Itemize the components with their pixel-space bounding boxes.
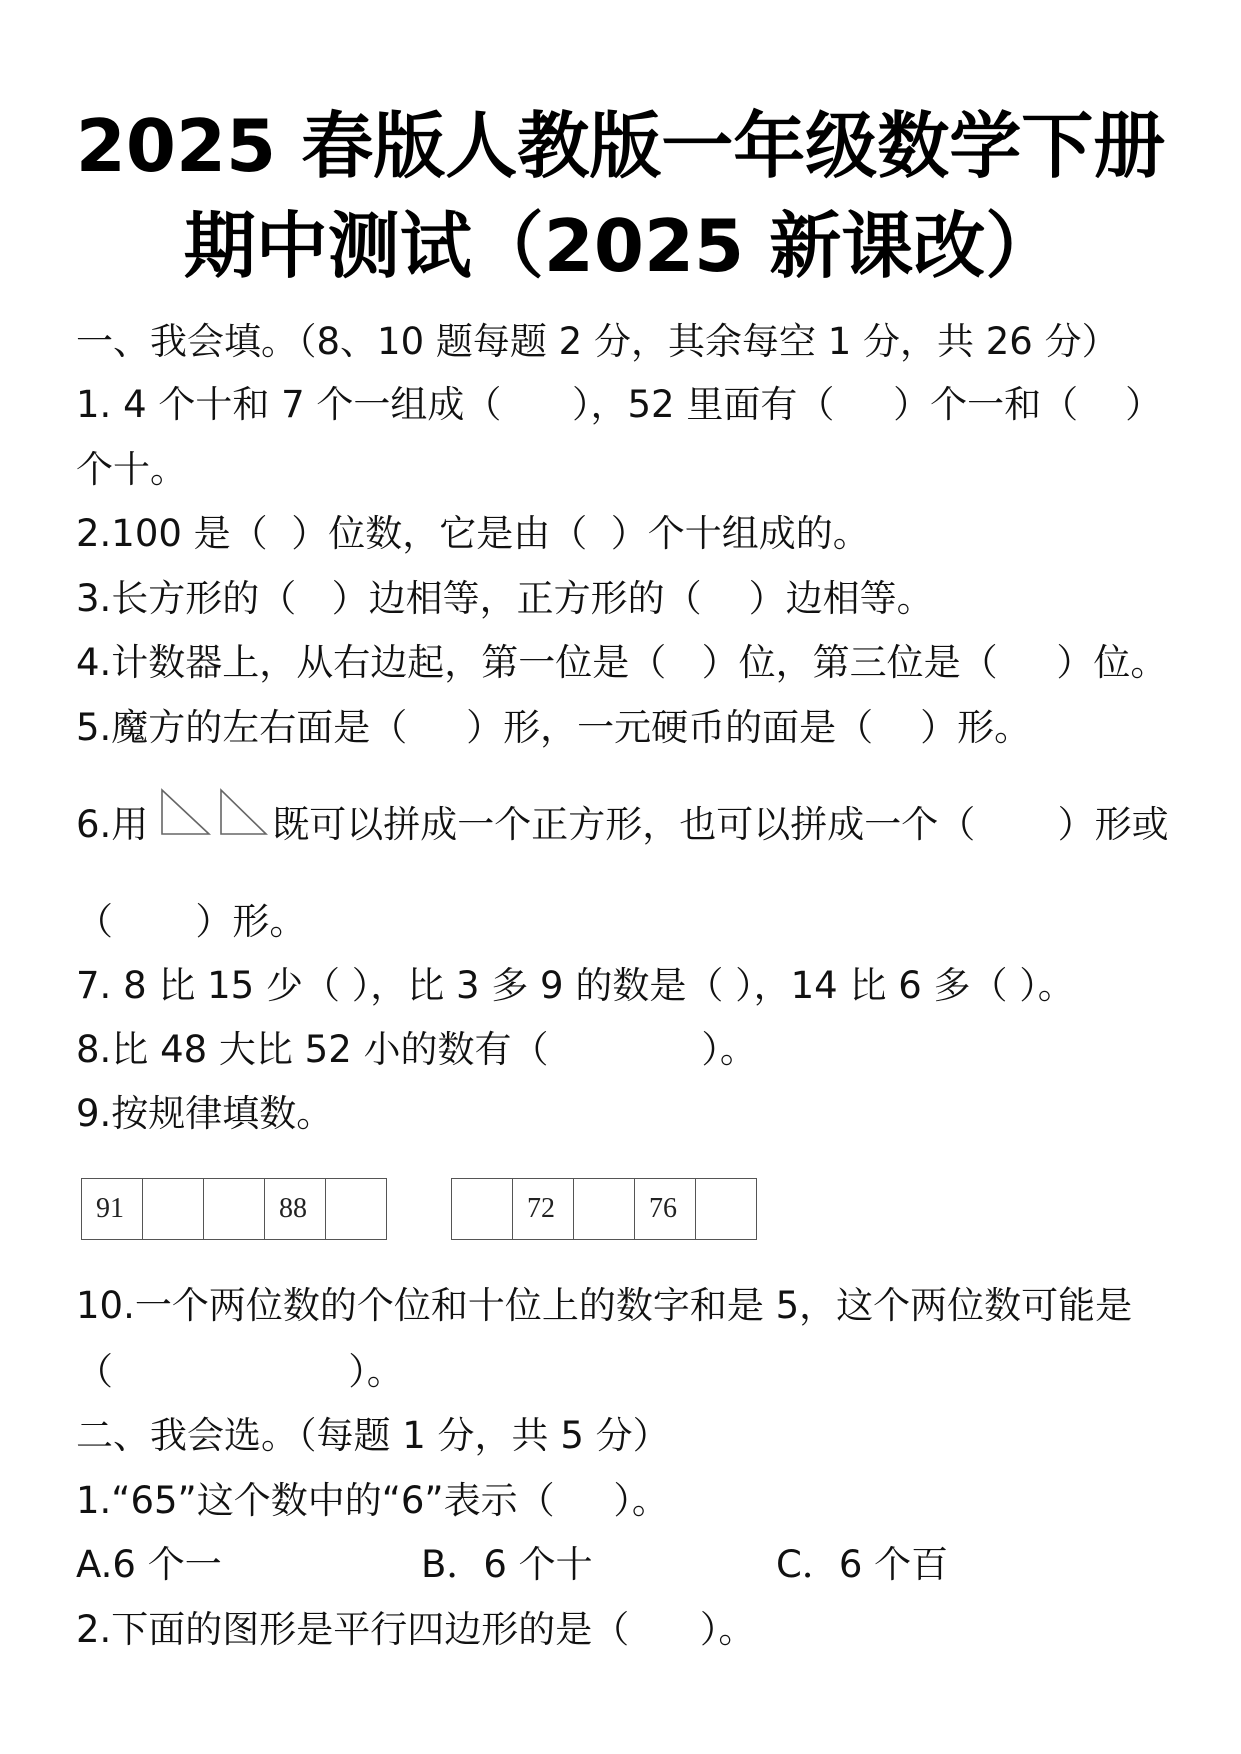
question-6-line2: （ ）形。 bbox=[76, 900, 307, 943]
exam-title-line1: 2025 春版人教版一年级数学下册 bbox=[75, 104, 1166, 188]
question-10-line2: （ ）。 bbox=[76, 1350, 404, 1393]
sequence-cell: 72 bbox=[512, 1178, 574, 1240]
question-9: 9.按规律填数。 bbox=[76, 1092, 334, 1135]
option-a: A.6 个一 bbox=[76, 1543, 222, 1586]
sequence-cell bbox=[325, 1178, 387, 1240]
option-c: C．6 个百 bbox=[776, 1543, 949, 1586]
question-1-line2: 个十。 bbox=[76, 448, 187, 491]
question-5: 5.魔方的左右面是（ ）形，一元硬币的面是（ ）形。 bbox=[76, 706, 1032, 749]
sequence-cell bbox=[695, 1178, 757, 1240]
section-2-heading: 二、我会选。（每题 1 分，共 5 分） bbox=[76, 1414, 670, 1457]
question-7: 7. 8 比 15 少（ ），比 3 多 9 的数是（ ），14 比 6 多（ ）。 bbox=[76, 964, 1075, 1007]
question-2: 2.100 是（ ）位数，它是由（ ）个十组成的。 bbox=[76, 512, 870, 555]
triangle-pair-figure bbox=[160, 788, 270, 836]
sequence-cell bbox=[451, 1178, 513, 1240]
sequence-cell: 91 bbox=[81, 1178, 143, 1240]
section-1-heading: 一、我会填。（8、10 题每题 2 分，其余每空 1 分，共 26 分） bbox=[76, 320, 1119, 363]
exam-title-line2: 期中测试（2025 新课改） bbox=[183, 204, 1058, 288]
sequence-cell bbox=[203, 1178, 265, 1240]
sequence-cell: 88 bbox=[264, 1178, 326, 1240]
question-10-line1: 10.一个两位数的个位和十位上的数字和是 5，这个两位数可能是 bbox=[76, 1284, 1133, 1327]
choice-question-2: 2.下面的图形是平行四边形的是（ ）。 bbox=[76, 1608, 756, 1651]
number-sequence-a bbox=[81, 1178, 387, 1240]
question-4: 4.计数器上，从右边起，第一位是（ ）位，第三位是（ ）位。 bbox=[76, 641, 1168, 684]
right-triangle-icon bbox=[162, 790, 209, 834]
question-6-line1 bbox=[76, 800, 1169, 850]
sequence-cell bbox=[573, 1178, 635, 1240]
question-8: 8.比 48 大比 52 小的数有（ ）。 bbox=[76, 1028, 757, 1071]
option-b: B．6 个十 bbox=[421, 1543, 593, 1586]
number-sequence-b bbox=[451, 1178, 757, 1240]
question-6-prefix: 6.用 bbox=[76, 803, 149, 846]
choice-question-1: 1.“65”这个数中的“6”表示（ ）。 bbox=[76, 1479, 669, 1522]
sequence-cell bbox=[142, 1178, 204, 1240]
choice-question-1-options bbox=[76, 1540, 948, 1590]
question-1-line1: 1. 4 个十和 7 个一组成（ ），52 里面有（ ）个一和（ ） bbox=[76, 383, 1163, 426]
sequence-cell: 76 bbox=[634, 1178, 696, 1240]
right-triangle-icon bbox=[221, 790, 266, 834]
question-6-text: 既可以拼成一个正方形，也可以拼成一个（ ）形或 bbox=[272, 803, 1169, 846]
question-3: 3.长方形的（ ）边相等，正方形的（ ）边相等。 bbox=[76, 577, 934, 620]
